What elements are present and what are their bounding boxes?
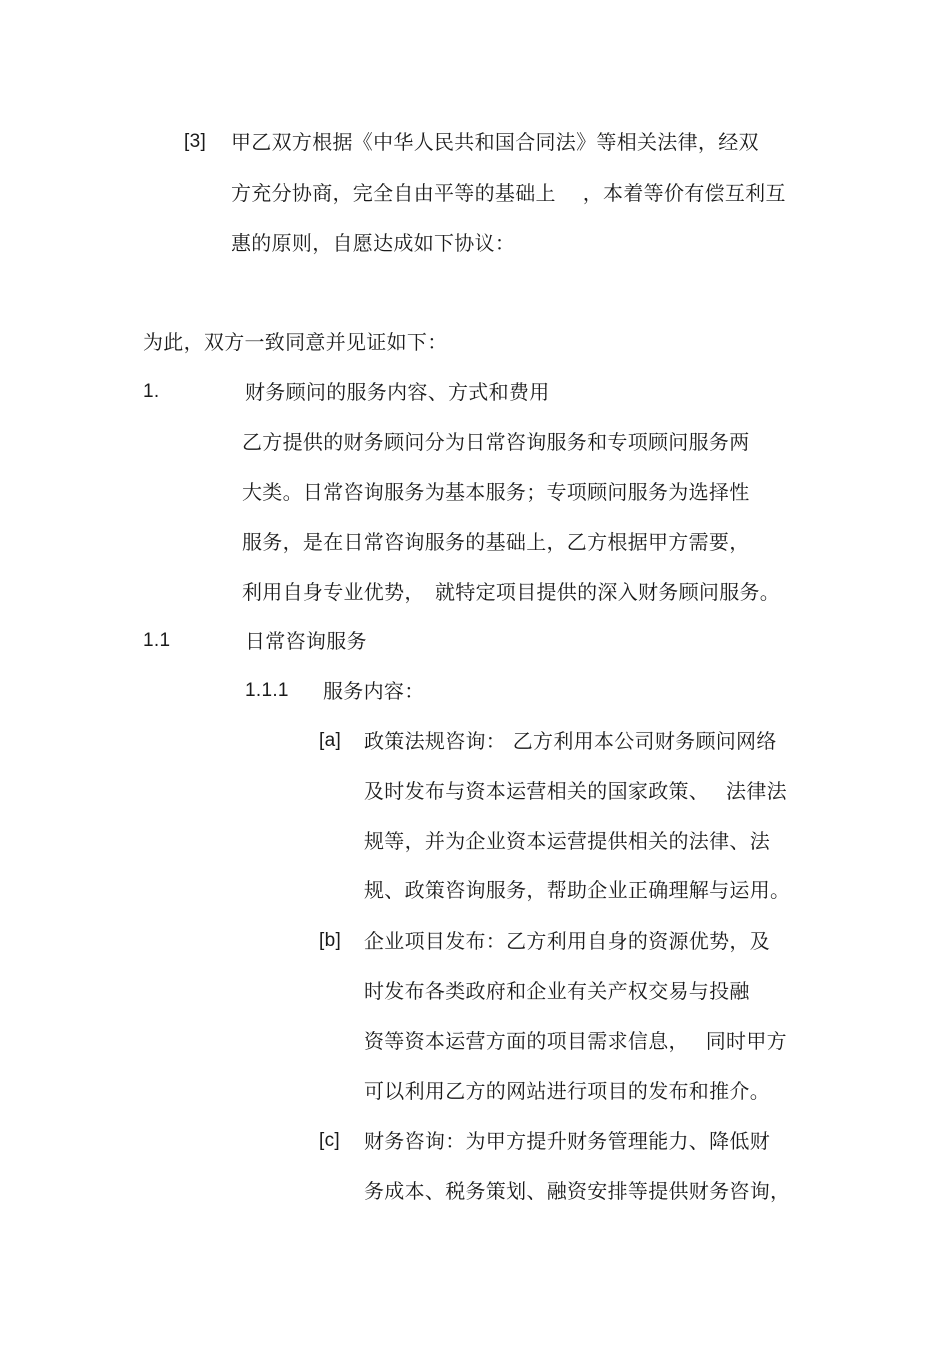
item-a-line-3: 规等，并为企业资本运营提供相关的法律、法 bbox=[364, 829, 770, 853]
section-1-line-2: 大类。日常咨询服务为基本服务；专项顾问服务为选择性 bbox=[242, 480, 750, 504]
section-1-line-4: 利用自身专业优势， 就特定项目提供的深入财务顾问服务。 bbox=[242, 580, 781, 604]
clause-3-line-3: 惠的原则，自愿达成如下协议： bbox=[231, 231, 516, 255]
item-a-line-2: 及时发布与资本运营相关的国家政策、 法律法 bbox=[364, 779, 787, 803]
item-a-line-4: 规、政策咨询服务，帮助企业正确理解与运用。 bbox=[364, 878, 791, 902]
section-1-title: 财务顾问的服务内容、方式和费用 bbox=[245, 380, 550, 404]
section-1-line-3: 服务，是在日常咨询服务的基础上，乙方根据甲方需要， bbox=[242, 530, 750, 554]
clause-3-marker: [3] bbox=[184, 131, 207, 152]
section-1-1-1-number: 1.1.1 bbox=[245, 680, 289, 701]
item-b-marker: [b] bbox=[319, 930, 342, 951]
clause-3-line-2: 方充分协商，完全自由平等的基础上 ，本着等价有偿互利互 bbox=[231, 181, 786, 205]
section-1-1-1-title: 服务内容： bbox=[323, 679, 425, 703]
section-1-1-number: 1.1 bbox=[143, 630, 171, 651]
item-a-line-1: 政策法规咨询： 乙方利用本公司财务顾问网络 bbox=[364, 729, 777, 753]
item-c-line-2: 务成本、税务策划、融资安排等提供财务咨询， bbox=[364, 1179, 791, 1203]
item-c-line-1: 财务咨询：为甲方提升财务管理能力、降低财 bbox=[364, 1129, 770, 1153]
item-b-line-1: 企业项目发布：乙方利用自身的资源优势，及 bbox=[364, 929, 770, 953]
item-c-marker: [c] bbox=[319, 1130, 340, 1151]
clause-3-line-1: 甲乙双方根据《中华人民共和国合同法》等相关法律，经双 bbox=[231, 130, 759, 154]
section-1-1-title: 日常咨询服务 bbox=[245, 629, 367, 653]
item-b-line-3: 资等资本运营方面的项目需求信息， 同时甲方 bbox=[364, 1029, 787, 1053]
intro-paragraph: 为此，双方一致同意并见证如下： bbox=[143, 330, 448, 354]
section-1-number: 1. bbox=[143, 381, 160, 402]
section-1-line-1: 乙方提供的财务顾问分为日常咨询服务和专项顾问服务两 bbox=[242, 430, 750, 454]
item-b-line-4: 可以利用乙方的网站进行项目的发布和推介。 bbox=[364, 1079, 770, 1103]
item-a-marker: [a] bbox=[319, 730, 342, 751]
item-b-line-2: 时发布各类政府和企业有关产权交易与投融 bbox=[364, 979, 750, 1003]
